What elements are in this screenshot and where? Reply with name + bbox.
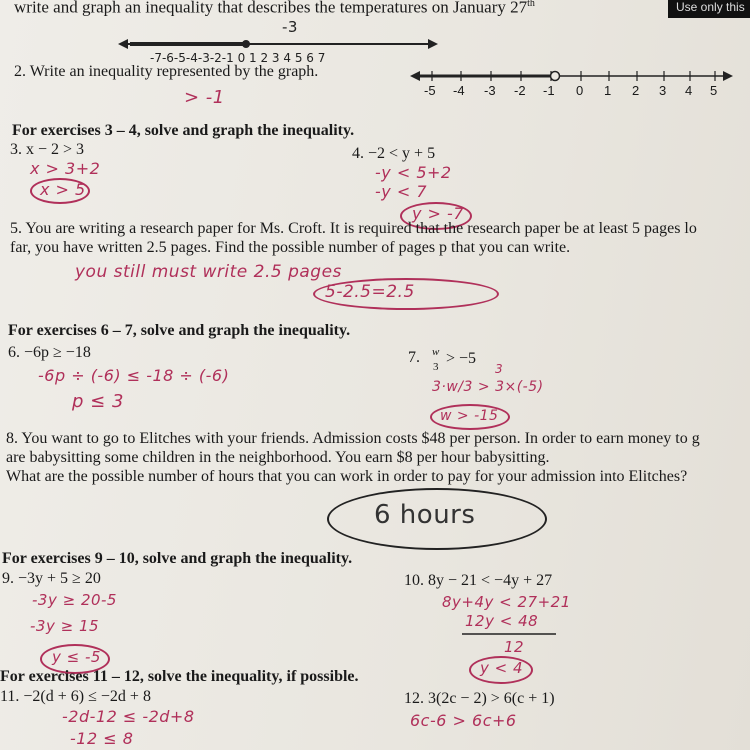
question-8-line-1: 8. You want to go to Elitches with your friends. Admission costs $48 per person. In order to earn money to g (6, 430, 700, 447)
q3-work-2: x > 5 (40, 180, 86, 199)
tick-label: -2 (514, 83, 526, 98)
q6-work-2: p ≤ 3 (72, 391, 124, 412)
tick-label: -5 (424, 83, 436, 98)
q7-work-2: w > -15 (440, 408, 499, 424)
section-3-4-heading: For exercises 3 – 4, solve and graph the inequality. (12, 122, 355, 139)
tick-label: 5 (710, 83, 718, 98)
q7-fraction-denominator: 3 (433, 361, 439, 373)
q10-work-1: 8y+4y < 27+21 (442, 593, 571, 611)
q7-fraction-numerator: w (432, 346, 440, 358)
q7-work-small: 3 (495, 362, 504, 376)
q4-work-1: -y < 5+2 (375, 163, 452, 182)
tick-label: 1 (604, 83, 612, 98)
nl1-hw-above: -3 (282, 18, 298, 36)
question-5-line-1: 5. You are writing a research paper for Ms. Croft. It is required that the research paper be at least 5 pages lo (10, 220, 697, 237)
q7-number: 7. (408, 349, 420, 366)
q6-work-1: -6p ÷ (-6) ≤ -18 ÷ (-6) (38, 366, 230, 385)
q3-work-1: x > 3+2 (30, 159, 101, 178)
nl1-hw-labels: -7-6-5-4-3-2-1 0 1 2 3 4 5 6 7 (150, 51, 326, 65)
section-6-7-heading: For exercises 6 – 7, solve and graph the inequality. (8, 322, 351, 339)
question-6-text: 6. −6p ≥ −18 (8, 344, 91, 361)
q2-answer: > -1 (184, 87, 225, 108)
q10-work-3: 12 (504, 638, 525, 656)
section-11-12-heading: For exercises 11 – 12, solve the inequality, if possible. (0, 668, 359, 685)
question-1-line: write and graph an inequality that describes the temperatures on January 27 (14, 0, 528, 17)
question-5-line-2: far, you have written 2.5 pages. Find the possible number of pages p that you can write. (10, 239, 571, 256)
q7-inequality-rest: > −5 (446, 350, 477, 367)
q5-work-1: you still must write 2.5 pages (75, 262, 342, 282)
q4-work-3: y > -7 (412, 204, 464, 223)
q11-work-2: -12 ≤ 8 (70, 729, 134, 748)
q9-work-1: -3y ≥ 20-5 (32, 591, 117, 609)
q7-work-1: 3·w/3 > 3×(-5) (432, 379, 544, 395)
q4-work-2: -y < 7 (375, 182, 427, 201)
question-11-text: 11. −2(d + 6) ≤ −2d + 8 (0, 688, 151, 705)
section-9-10-heading: For exercises 9 – 10, solve and graph the inequality. (2, 550, 353, 567)
q12-work-1: 6c-6 > 6c+6 (410, 711, 517, 730)
tick-label: -3 (484, 83, 496, 98)
q10-work-2: 12y < 48 (465, 612, 539, 630)
question-10-text: 10. 8y − 21 < −4y + 27 (404, 572, 553, 589)
q11-work-1: -2d-12 ≤ -2d+8 (62, 707, 195, 726)
q5-work-2: 5-2.5=2.5 (325, 282, 415, 302)
q10-work-4: y < 4 (480, 659, 524, 677)
q9-work-2: -3y ≥ 15 (30, 617, 100, 635)
corner-note: Use only this (668, 0, 750, 18)
question-2-text: 2. Write an inequality represented by the graph. (14, 63, 319, 80)
tick-label: -4 (453, 83, 465, 98)
question-8-line-2: are babysitting some children in the neighborhood. You earn $8 per hour babysitting. (6, 449, 550, 466)
question-8-line-3: What are the possible number of hours that you can work in order to pay for your admission into Elitches? (6, 468, 688, 485)
tick-label: 4 (685, 83, 693, 98)
tick-label: 2 (632, 83, 640, 98)
q8-answer: 6 hours (374, 500, 476, 530)
ordinal-suffix: th (527, 0, 535, 9)
question-12-text: 12. 3(2c − 2) > 6(c + 1) (404, 690, 555, 707)
question-3-text: 3. x − 2 > 3 (10, 141, 85, 158)
tick-label: 3 (659, 83, 667, 98)
tick-label: 0 (576, 83, 584, 98)
tick-label: -1 (543, 83, 555, 98)
q9-work-3: y ≤ -5 (52, 648, 101, 666)
question-4-text: 4. −2 < y + 5 (352, 145, 436, 162)
question-9-text: 9. −3y + 5 ≥ 20 (2, 570, 101, 587)
